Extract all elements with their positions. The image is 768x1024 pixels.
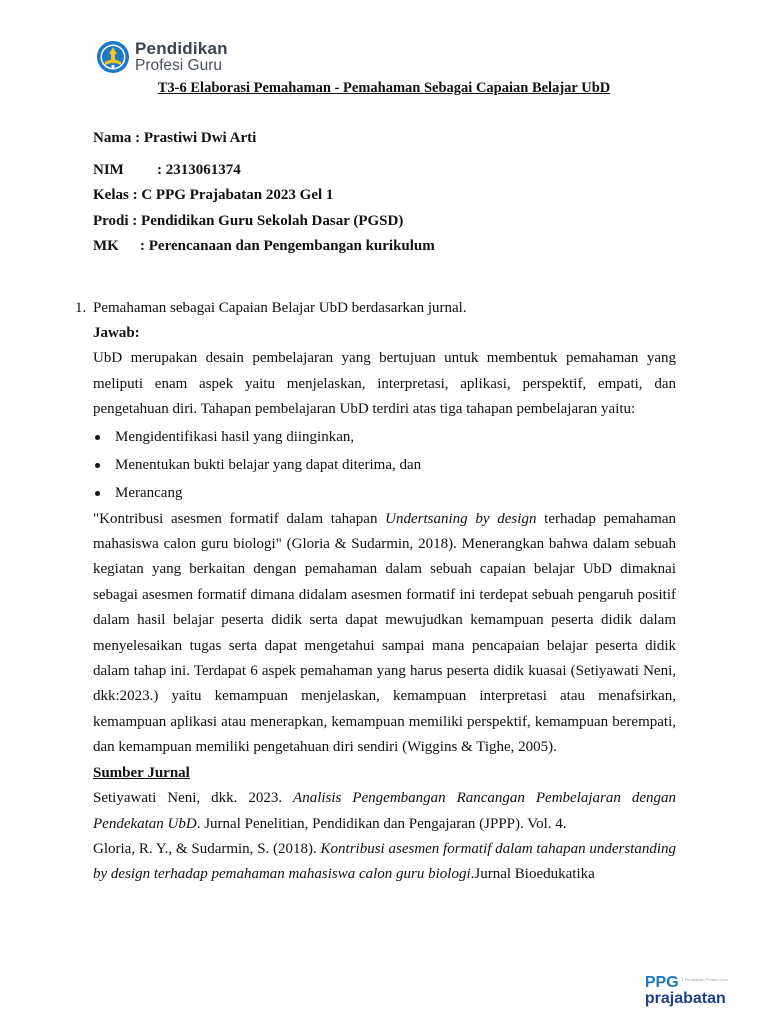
nim-value: : 2313061374	[157, 161, 241, 178]
pendidikan-profesi-guru-logo	[96, 40, 228, 74]
prodi-row	[93, 213, 435, 239]
nama-row	[93, 130, 435, 156]
question-number: 1.	[75, 300, 87, 316]
tut-wuri-handayani-emblem-icon	[96, 40, 130, 74]
p2-part-1: "Kontribusi asesmen formatif dalam tahapan	[93, 510, 386, 527]
kelas-text: Kelas : C PPG Prajabatan 2023 Gel 1	[93, 187, 334, 203]
ref1-author: Setiyawati Neni, dkk. 2023.	[93, 790, 294, 807]
ppg-wordmark: PPG	[644, 974, 679, 991]
nama-text: Nama : Prastiwi Dwi Arti	[93, 130, 257, 146]
answer-section	[93, 321, 676, 888]
prodi-text: Prodi : Pendidikan Guru Sekolah Dasar (PGSD)	[93, 212, 404, 229]
mk-label: MK	[93, 238, 119, 254]
ref1-title: Analisis Pengembangan Rancangan Pembelajaran dengan Pendekatan UbD	[93, 790, 676, 832]
mk-value: : Perencanaan dan Pengembangan kurikulum	[140, 238, 435, 254]
prajabatan-wordmark: prajabatan	[644, 990, 726, 1007]
answer-label: Jawab:	[93, 325, 140, 341]
logo-title: Pendidikan	[135, 39, 228, 59]
ref2-title: Kontribusi asesmen formatif dalam tahapan understanding by design terhadap pemahaman mahasiswa calon guru biologi	[93, 840, 677, 883]
sources-heading: Sumber Jurnal	[93, 764, 190, 781]
stage-list	[93, 423, 676, 507]
list-item: Mengidentifikasi hasil yang diinginkan,	[93, 423, 676, 451]
identity-block	[93, 130, 435, 264]
p2-part-2: terhadap pemahaman mahasiswa calon guru biologi" (Gloria & Sudarmin, 2018). Menerangkan bahwa dalam sebuah kegiatan yang berkaitan dengan pemahaman dalam sebuah capaian belajar UbD dimaknai sebagai asesmen formatif dimana didalam asesmen formatif ini terdepat sebuah pengaruh positif dalam hasil belajar peserta didik serta dapat mewujudkan kemampuan peserta didik dalam menyelesaikan tugas serta dapat mengetahui sampai mana pencapaian belajar peserta didik dalam tahap ini. Terdapat 6 aspek pemahaman yang harus peserta didik kuasai (Setiyawati Neni, dkk:2023.) yaitu kemampuan menjelaskan, kemampuan interpretasi atau menafsirkan, kemampuan aplikasi atau menerapkan, kemampuan memiliki perspektif, kemampuan berempati, dan kemampuan memiliki pengetahuan diri sendiri (Wiggins & Tighe, 2005).	[93, 510, 677, 756]
ref2-rest: .Jurnal Bioedukatika	[470, 866, 595, 883]
ref2-author: Gloria, R. Y., & Sudarmin, S. (2018).	[93, 840, 321, 857]
reference-2	[93, 837, 676, 888]
answer-paragraph-2	[93, 507, 676, 761]
document-title: T3-6 Elaborasi Pemahaman - Pemahaman Sebagai Capaian Belajar UbD	[157, 80, 611, 96]
mk-row	[93, 238, 435, 264]
list-item: Merancang	[93, 479, 676, 507]
logo-subtitle: Profesi Guru	[135, 57, 223, 75]
kelas-row	[93, 187, 435, 213]
p2-italic-term: Undertsaning by design	[385, 510, 537, 527]
nim-label: NIM	[93, 161, 124, 178]
ref1-rest: . Jurnal Penelitian, Pendidikan dan Pengajaran (JPPP). Vol. 4.	[196, 815, 567, 832]
question-text: Pemahaman sebagai Capaian Belajar UbD berdasarkan jurnal.	[93, 300, 467, 316]
ppg-prajabatan-logo	[645, 975, 728, 1007]
answer-paragraph-1: UbD merupakan desain pembelajaran yang bertujuan untuk membentuk pemahaman yang meliputi enam aspek yaitu menjelaskan, interpretasi, aplikasi, perspektif, empati, dan pengetahuan diri. Tahapan pembelajaran UbD terdiri atas tiga tahapan pembelajaran yaitu:	[93, 350, 676, 418]
nim-row	[93, 162, 435, 188]
reference-1	[93, 786, 676, 837]
footer-tagline: Pendidikan Profesi Guru	[682, 977, 728, 982]
list-item: Menentukan bukti belajar yang dapat diterima, dan	[93, 451, 676, 479]
question-row	[75, 296, 467, 321]
